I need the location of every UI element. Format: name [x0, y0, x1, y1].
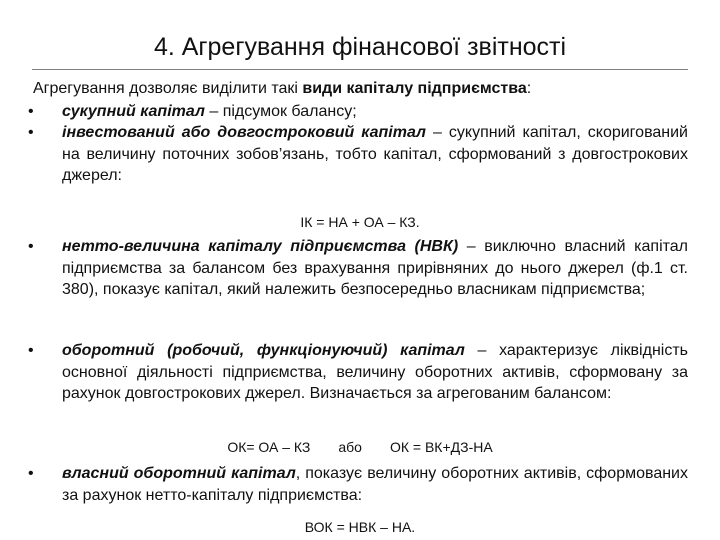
item-text: – характеризує ліквідність основної діяльності підприємства, величину оборотних активів, сформовану за рахунок довгострокових джерел. Визначається за агрегованим балансом: — [62, 342, 688, 402]
formula-part: ОК = ВК+ДЗ-НА — [389, 439, 493, 455]
item-term: інвестований або довгостроковий капітал — [62, 124, 427, 141]
formula-working-capital — [0, 437, 720, 457]
list-item-net-capital — [62, 236, 688, 301]
list-item-invested-capital — [62, 122, 688, 187]
slide-title: 4. Агрегування фінансової звітності — [153, 33, 567, 61]
bullet-marker: • — [28, 342, 34, 359]
intro-text: Агрегування дозволяє виділити такі — [33, 80, 303, 97]
bullet-marker: • — [28, 465, 34, 482]
title-divider — [32, 69, 688, 70]
list-item-own-working-capital — [62, 463, 688, 506]
bullet-marker: • — [28, 103, 34, 120]
item-text: – виключно власний капітал підприємства за балансом без врахування прирівняних до нього джерел (ф.1 ст. 380), показує капітал, який належить безпосередньо власникам підприємства; — [62, 238, 688, 298]
intro-colon: : — [526, 80, 532, 97]
item-text: , показує величину оборотних активів, сформованих за рахунок нетто-капіталу підприємства: — [62, 465, 688, 504]
item-text: – сукупний капітал, скоригований на величину поточних зобов’язань, тобто капітал, сформований з довгострокових джерел: — [62, 124, 688, 184]
formula-own-working-capital: ВОК = НВК – НА. — [304, 519, 416, 535]
list-item-total-capital — [62, 101, 688, 123]
formula-part: ОК= ОА – КЗ — [227, 439, 311, 455]
item-text: – підсумок балансу; — [204, 103, 357, 120]
formula-or: або — [338, 439, 362, 455]
item-term: нетто-величина капіталу підприємства (НВК) — [62, 238, 459, 255]
item-term: оборотний (робочий, функціонуючий) капітал — [62, 342, 465, 359]
item-term: власний оборотний капітал — [62, 465, 296, 482]
bullet-marker: • — [28, 124, 34, 141]
formula-invested-capital: ІК = НА + ОА – КЗ. — [300, 214, 420, 230]
bullet-marker: • — [28, 238, 34, 255]
list-item-working-capital — [62, 340, 688, 405]
intro-paragraph — [33, 78, 531, 100]
item-term: сукупний капітал — [62, 103, 205, 120]
intro-bold-text: види капіталу підприємства — [302, 80, 527, 97]
